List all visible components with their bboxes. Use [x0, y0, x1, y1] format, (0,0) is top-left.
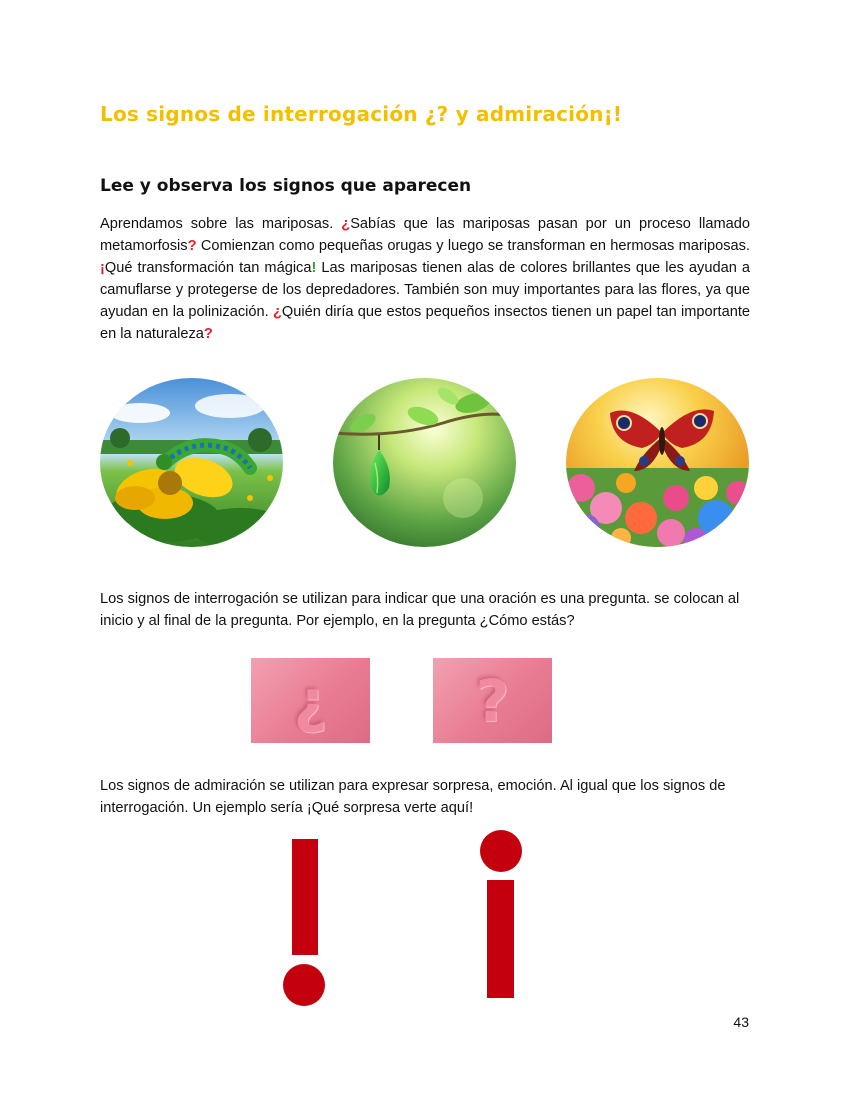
question-mark-glyph: ?	[475, 666, 510, 735]
exclamation-marks-paragraph: Los signos de admiración se utilizan para expresar sorpresa, emoción. Al igual que los signos de interrogación. Un ejemplo sería ¡Qué sorpresa verte aquí!	[100, 778, 726, 816]
paragraph-text: Las mariposas tienen alas de colores brillantes que les ayudan a camuflarse y protegerse de los depredadores. También son muy importantes para las flores, ya que ayudan en la polinización.	[100, 260, 750, 320]
section-subtitle: Lee y observa los signos que aparecen	[100, 176, 472, 196]
inverted-question-mark: ¿	[341, 216, 351, 232]
chrysalis-image	[333, 378, 516, 547]
question-mark: ?	[187, 238, 197, 254]
paragraph-text: Sabías que las mariposas pasan por un proceso llamado metamorfosis	[100, 216, 751, 254]
exclamation-mark: !	[311, 260, 317, 276]
paragraph-text: Qué transformación tan mágica	[104, 260, 312, 276]
intro-paragraph	[100, 213, 750, 345]
paragraph-text: Aprendamos sobre las mariposas.	[100, 216, 342, 232]
page-title: Los signos de interrogación ¿? y admiración¡!	[100, 102, 623, 126]
inverted-question-mark: ¿	[272, 304, 282, 320]
inverted-exclamation-mark: ¡	[100, 260, 105, 276]
closing-question-tile	[433, 658, 552, 743]
butterfly-image	[566, 378, 749, 547]
paragraph-text: Quién diría que estos pequeños insectos tienen un papel tan importante en la naturaleza	[100, 304, 750, 342]
exclamation-mark-graphic	[282, 838, 328, 1008]
question-mark: ?	[203, 326, 213, 342]
question-marks-paragraph: Los signos de interrogación se utilizan para indicar que una oración es una pregunta. se colocan al inicio y al final de la pregunta. Por ejemplo, en la pregunta ¿Cómo estás?	[100, 591, 740, 629]
caterpillar-image	[100, 378, 283, 547]
inverted-exclamation-mark-graphic	[477, 829, 525, 1001]
inverted-question-mark-glyph: ¿	[293, 666, 328, 735]
page-number: 43	[733, 1014, 749, 1030]
paragraph-text: Comienzan como pequeñas orugas y luego se transforman en hermosas mariposas.	[196, 238, 750, 254]
opening-question-tile	[251, 658, 370, 743]
